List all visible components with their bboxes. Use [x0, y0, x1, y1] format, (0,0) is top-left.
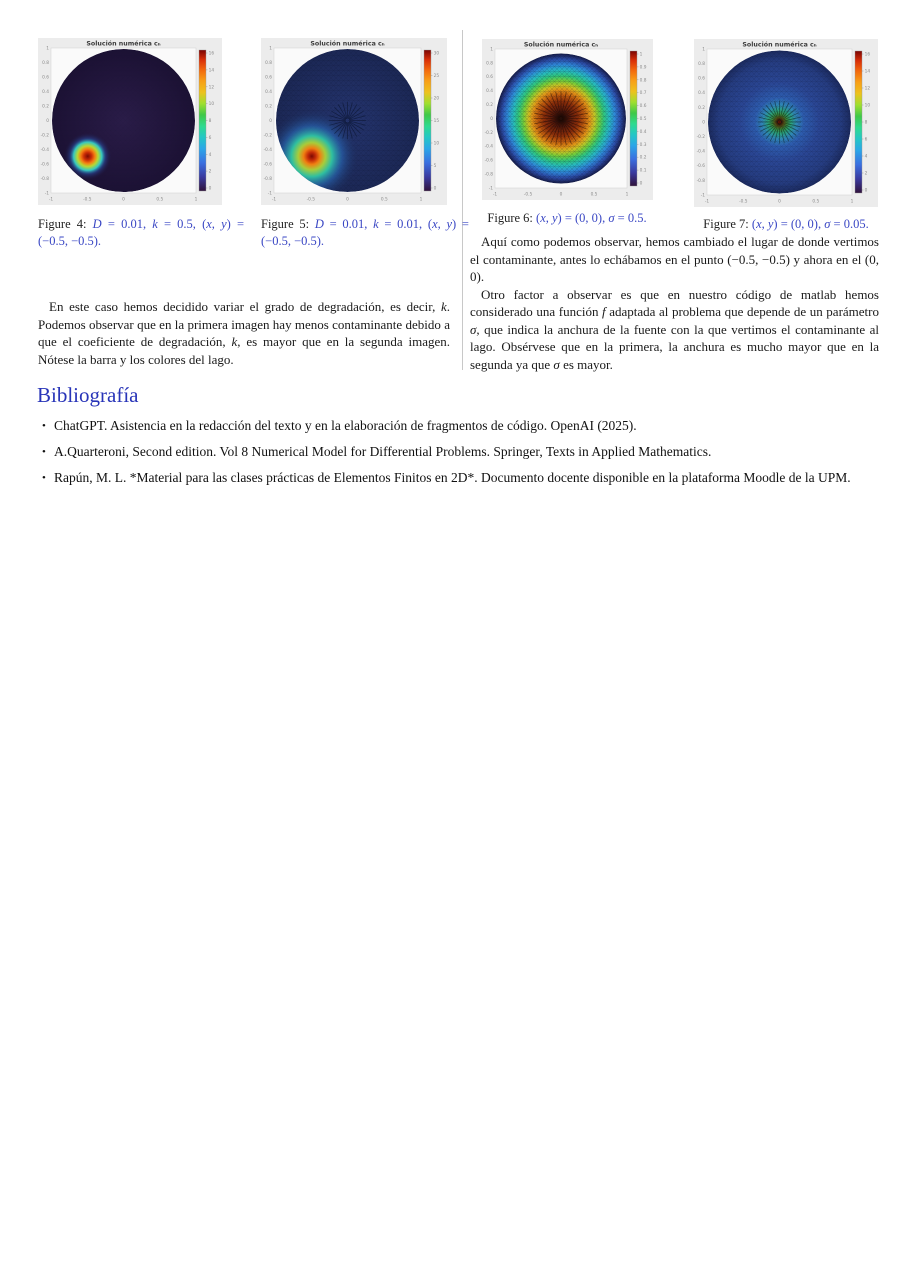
svg-text:1: 1	[194, 197, 198, 203]
svg-text:-0.4: -0.4	[40, 147, 49, 153]
text-segment: , que indica la anchura de la fuente con la que vertimos el contaminante al lago. Obsérvese que en la primera, la anchura es mucho mayor que en la segunda ya que	[470, 321, 879, 372]
svg-text:0.5: 0.5	[156, 197, 164, 203]
text-segment: k	[440, 299, 447, 314]
svg-text:-0.6: -0.6	[263, 162, 272, 168]
svg-text:0: 0	[559, 192, 563, 198]
text-segment: D	[92, 217, 102, 231]
svg-text:0.4: 0.4	[698, 91, 705, 97]
text-segment: σ	[553, 356, 560, 372]
text-segment: x, y	[756, 217, 774, 231]
svg-text:0.6: 0.6	[42, 75, 49, 81]
svg-text:-0.6: -0.6	[40, 162, 49, 168]
svg-text:16: 16	[208, 51, 215, 57]
plot-circle	[496, 54, 626, 184]
colorbar	[424, 50, 431, 191]
svg-text:0.8: 0.8	[639, 78, 647, 84]
caption-prefix: Figure 6:	[487, 211, 537, 225]
svg-text:0.1: 0.1	[639, 168, 647, 174]
svg-text:-1: -1	[492, 192, 498, 198]
svg-text:0.5: 0.5	[812, 199, 820, 205]
text-segment: = 0.01, (	[378, 217, 433, 231]
text-segment: σ	[608, 211, 615, 225]
svg-text:0.8: 0.8	[42, 60, 49, 66]
svg-text:8: 8	[864, 120, 868, 126]
svg-text:0.8: 0.8	[486, 61, 493, 67]
figure-5-plot	[261, 38, 447, 205]
text-segment: adaptada al problema que depende de un parámetro	[605, 304, 879, 319]
bullet-icon: •	[42, 446, 46, 458]
svg-text:0: 0	[122, 197, 125, 203]
svg-text:0.6: 0.6	[698, 76, 705, 82]
bibliography-item	[42, 444, 882, 461]
svg-text:0.6: 0.6	[486, 75, 493, 81]
svg-text:-0.4: -0.4	[484, 144, 493, 150]
svg-text:-1: -1	[267, 191, 272, 197]
text-segment: = 0.5.	[614, 211, 647, 225]
bibliography-item	[42, 418, 882, 435]
text-segment: σ	[824, 217, 831, 231]
svg-text:0: 0	[46, 118, 49, 124]
svg-text:0.3: 0.3	[639, 142, 647, 148]
svg-text:-1: -1	[704, 199, 710, 205]
text-segment: es mayor.	[559, 356, 613, 372]
text-segment: x, y	[540, 211, 558, 225]
figure-7-plot	[694, 39, 878, 207]
text-segment: k	[231, 334, 238, 349]
plot-circle	[708, 51, 851, 194]
text-segment: ) = (−0.5, −0.5).	[261, 217, 469, 248]
svg-text:0: 0	[490, 116, 493, 122]
svg-text:5: 5	[433, 164, 437, 169]
svg-text:1: 1	[419, 197, 423, 203]
svg-text:4: 4	[864, 154, 868, 160]
svg-text:1: 1	[46, 46, 49, 52]
svg-text:1: 1	[490, 47, 493, 53]
paragraph	[470, 286, 879, 374]
svg-text:-0.8: -0.8	[40, 176, 49, 182]
figure-6-plot	[482, 39, 653, 200]
svg-text:-0.2: -0.2	[484, 130, 493, 136]
caption-prefix: Figure 4:	[38, 217, 93, 231]
text-segment: = 0.01,	[101, 217, 153, 231]
svg-text:1: 1	[269, 46, 272, 52]
plot-title: Solución numérica cₕ	[523, 41, 599, 49]
svg-text:0.9: 0.9	[639, 65, 647, 71]
svg-text:20: 20	[433, 96, 440, 102]
svg-text:25: 25	[433, 74, 440, 79]
svg-text:-0.6: -0.6	[484, 158, 493, 164]
svg-text:0.8: 0.8	[265, 60, 272, 66]
colorbar	[855, 51, 862, 193]
text-segment: ) = (0, 0),	[773, 217, 825, 231]
svg-text:0: 0	[639, 181, 643, 187]
svg-text:10: 10	[208, 102, 215, 108]
svg-text:0.5: 0.5	[380, 197, 388, 203]
svg-text:16: 16	[864, 52, 871, 58]
svg-text:-0.5: -0.5	[83, 197, 92, 203]
plot-circle	[52, 49, 195, 192]
svg-text:-0.2: -0.2	[263, 133, 272, 139]
text-segment: x, y	[432, 217, 453, 231]
plot-title: Solución numérica cₕ	[742, 41, 817, 49]
text-segment: (	[751, 217, 757, 231]
text-segment: = 0.05.	[830, 217, 869, 231]
figure-7-caption	[694, 216, 878, 233]
figure-6-caption	[478, 210, 656, 227]
svg-text:0: 0	[346, 197, 349, 203]
svg-text:1: 1	[702, 47, 705, 53]
svg-text:0: 0	[702, 120, 705, 126]
svg-text:0.2: 0.2	[639, 155, 647, 161]
svg-text:0.5: 0.5	[590, 192, 598, 198]
plot-title: Solución numérica cₕ	[310, 40, 385, 48]
svg-text:0: 0	[208, 186, 212, 192]
svg-text:0.4: 0.4	[486, 89, 493, 95]
bullet-icon: •	[42, 420, 46, 432]
bullet-icon: •	[42, 472, 46, 484]
svg-text:0: 0	[433, 186, 437, 192]
svg-text:6: 6	[208, 135, 212, 141]
svg-text:-1: -1	[700, 193, 705, 199]
svg-text:0.5: 0.5	[639, 117, 647, 122]
paragraph	[470, 233, 879, 286]
text-segment: D	[314, 217, 324, 231]
colorbar	[630, 51, 637, 186]
text-segment: En este caso hemos decidido variar el grado de degradación, es decir,	[49, 299, 441, 314]
svg-text:12: 12	[208, 85, 215, 91]
svg-text:-0.4: -0.4	[263, 147, 272, 153]
text-segment: = 0.5, (	[157, 217, 207, 231]
bibliography-text: ChatGPT. Asistencia en la redacción del texto y en la elaboración de fragmentos de código. OpenAI (2025).	[54, 418, 637, 433]
bibliography-heading: Bibliografía	[37, 383, 139, 407]
svg-text:1: 1	[639, 52, 643, 58]
svg-text:-0.2: -0.2	[696, 135, 705, 140]
svg-text:-0.4: -0.4	[696, 149, 705, 155]
svg-text:0.6: 0.6	[265, 75, 272, 81]
svg-text:-1: -1	[44, 191, 49, 197]
svg-text:4: 4	[208, 152, 212, 158]
bibliography-text: A.Quarteroni, Second edition. Vol 8 Numerical Model for Differential Problems. Springer, Texts in Applied Mathematics.	[54, 444, 712, 459]
bibliography-item	[42, 470, 882, 487]
text-segment: ) = (−0.5, −0.5).	[38, 217, 244, 248]
svg-text:-1: -1	[488, 186, 493, 192]
figure-4-plot	[38, 38, 222, 205]
svg-text:-0.6: -0.6	[696, 164, 705, 170]
svg-text:-1: -1	[48, 197, 54, 203]
svg-text:-1: -1	[271, 197, 277, 203]
text-segment: Otro factor a observar es que en nuestro código de matlab hemos considerado una función	[470, 286, 879, 319]
text-segment: (	[536, 211, 541, 225]
text-segment: k	[152, 217, 158, 231]
svg-text:14: 14	[864, 69, 871, 75]
svg-text:0.4: 0.4	[265, 89, 272, 95]
text-segment: ) = (0, 0),	[557, 211, 609, 225]
svg-text:0.8: 0.8	[698, 62, 705, 67]
right-column-paragraphs	[470, 233, 879, 373]
caption-prefix: Figure 5:	[261, 217, 315, 231]
svg-text:0.2: 0.2	[42, 104, 49, 110]
svg-text:14: 14	[208, 68, 215, 74]
left-column-paragraphs	[38, 298, 450, 368]
svg-text:10: 10	[864, 103, 871, 109]
svg-text:0.2: 0.2	[265, 104, 272, 110]
svg-text:-0.8: -0.8	[263, 176, 272, 182]
caption-prefix: Figure 7:	[703, 217, 752, 231]
svg-text:10: 10	[433, 141, 440, 147]
svg-text:-0.8: -0.8	[696, 178, 705, 184]
svg-text:0: 0	[778, 199, 781, 205]
text-segment: Aquí como podemos observar, hemos cambiado el lugar de donde vertimos el contaminante, antes lo echábamos en el punto (−0.5, −0.5) y ahora en el (0, 0).	[470, 234, 879, 284]
plot-title: Solución numérica cₕ	[86, 40, 161, 48]
svg-text:1: 1	[850, 199, 854, 205]
svg-text:2: 2	[208, 169, 212, 175]
svg-text:2: 2	[864, 171, 868, 177]
text-segment: x, y	[206, 217, 227, 231]
text-segment: = 0.01,	[323, 217, 374, 231]
bibliography-text: Rapún, M. L. *Material para las clases prácticas de Elementos Finitos en 2D*. Documento docente disponible en la plataforma Moodle de la UPM.	[54, 470, 851, 485]
text-segment: . Podemos observar que en la primera imagen hay menos contaminante debido a que el coeficiente de degradación,	[38, 299, 450, 349]
colorbar	[199, 50, 206, 191]
svg-text:15: 15	[433, 119, 440, 124]
bibliography-list	[42, 418, 882, 496]
svg-text:0.6: 0.6	[639, 104, 647, 110]
svg-text:-0.5: -0.5	[306, 197, 315, 203]
svg-text:8: 8	[208, 119, 212, 124]
svg-text:-0.8: -0.8	[484, 172, 493, 178]
svg-text:0.4: 0.4	[42, 89, 49, 95]
svg-text:0.7: 0.7	[639, 91, 647, 97]
column-divider	[462, 30, 463, 370]
figure-4-caption	[38, 216, 244, 250]
text-segment: σ	[470, 321, 477, 337]
svg-text:0.2: 0.2	[698, 105, 705, 111]
svg-text:0: 0	[864, 188, 868, 194]
text-segment: f	[602, 304, 606, 319]
svg-text:0.2: 0.2	[486, 103, 493, 108]
svg-text:6: 6	[864, 137, 868, 143]
svg-text:1: 1	[625, 192, 629, 198]
svg-text:0.4: 0.4	[639, 129, 647, 135]
text-segment: k	[373, 217, 379, 231]
svg-text:0: 0	[269, 118, 272, 124]
svg-text:-0.5: -0.5	[523, 192, 533, 198]
svg-text:-0.2: -0.2	[40, 133, 49, 139]
svg-text:-0.5: -0.5	[739, 199, 748, 205]
figure-5-caption	[261, 216, 469, 250]
paragraph	[38, 298, 450, 368]
text-segment: , es mayor que en la segunda imagen. Nótese la barra y los colores del lago.	[38, 334, 450, 367]
svg-text:12: 12	[864, 86, 871, 92]
svg-text:30: 30	[433, 51, 440, 57]
